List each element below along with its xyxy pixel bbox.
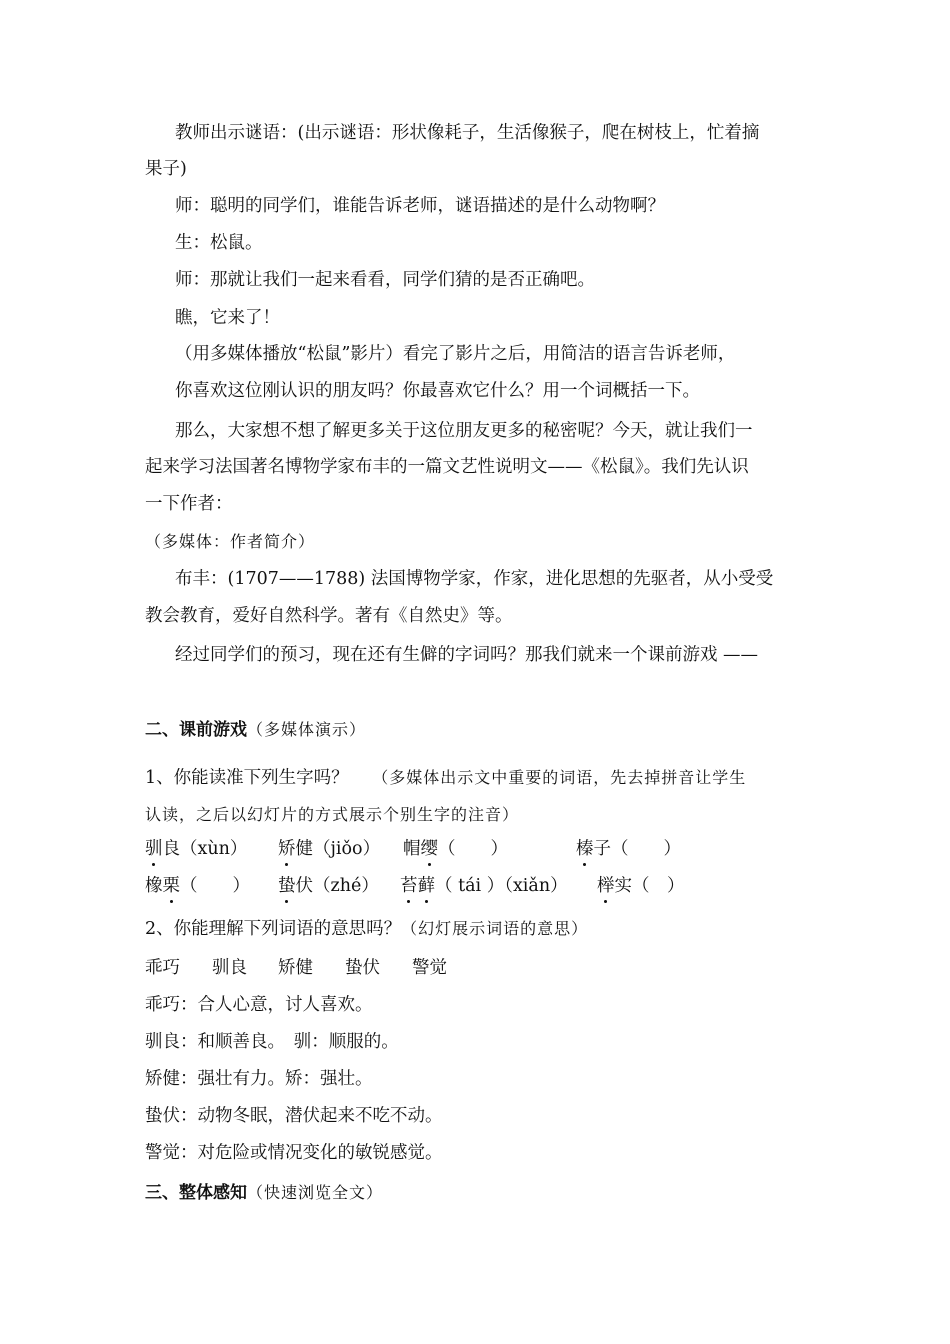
question-2-text: 2、你能理解下列词语的意思吗？: [145, 919, 402, 939]
vocab-xunliang: 驯良（xùn）: [145, 839, 248, 859]
buffon-line-2: 教会教育，爱好自然科学。著有《自然史》等。: [145, 606, 513, 626]
learn-line-3: 一下作者：: [145, 494, 233, 514]
riddle-line-1: 教师出示谜语：(出示谜语：形状像耗子，生活像猴子，爬在树枝上，忙着摘: [175, 123, 760, 143]
teacher-lookup: 师：那就让我们一起来看看，同学们猜的是否正确吧。: [175, 270, 595, 290]
vocab-jushi: 榉实（ ）: [597, 876, 685, 896]
definition-xunliang: 驯良：和顺善良。 驯：顺服的。: [145, 1032, 399, 1052]
section-3-heading: [145, 1181, 383, 1205]
definition-guaiqiao: 乖巧：合人心意，讨人喜欢。: [145, 995, 373, 1015]
student-answer: 生：松鼠。: [175, 233, 263, 253]
preview-line: 经过同学们的预习，现在还有生僻的字词吗？那我们就来一个课前游戏 ——: [175, 645, 759, 665]
teacher-question: 师：聪明的同学们，谁能告诉老师，谜语描述的是什么动物啊？: [175, 196, 665, 216]
learn-line-2: 起来学习法国著名博物学家布丰的一篇文艺性说明文——《松鼠》。我们先认识: [145, 457, 749, 477]
definition-zhefu: 蛰伏：动物冬眠，潜伏起来不吃不动。: [145, 1106, 443, 1126]
vocab-zhenzi: 榛子（ ）: [576, 839, 681, 859]
look-line: 瞧，它来了！: [175, 308, 280, 328]
video-line: （用多媒体播放“松鼠”影片）看完了影片之后，用简洁的语言告诉老师，: [175, 344, 736, 364]
section-3-title: 三、整体感知: [145, 1183, 247, 1203]
question-1-text: 1、你能读准下列生字吗？: [145, 768, 349, 788]
word-item: 警觉: [412, 958, 447, 978]
like-line: 你喜欢这位刚认识的朋友吗？你最喜欢它什么？用一个词概括一下。: [175, 381, 700, 401]
vocab-taixian: 苔藓（ tái ）（xiǎn）: [400, 876, 568, 896]
section-2-heading: [145, 718, 366, 742]
question-1-note: （多媒体出示文中重要的词语，先去掉拼音让学生: [372, 768, 747, 787]
definition-jingjue: 警觉：对危险或情况变化的敏锐感觉。: [145, 1143, 443, 1163]
riddle-line-2: 果子): [145, 159, 187, 179]
author-note: （多媒体：作者简介）: [145, 532, 316, 551]
definition-jiaojian: 矫健：强壮有力。矫：强壮。: [145, 1069, 373, 1089]
word-item: 蛰伏: [345, 958, 380, 978]
vocab-jiaojian: 矫健（jiǒo）: [278, 839, 381, 859]
section-2-note: （多媒体演示）: [247, 720, 367, 739]
section-2-title: 二、课前游戏: [145, 720, 247, 740]
question-1-line: [145, 766, 746, 790]
word-item: 乖巧: [145, 958, 180, 978]
learn-line-1: 那么，大家想不想了解更多关于这位朋友更多的秘密呢？今天，就让我们一: [175, 421, 753, 441]
vocab-zhefu: 蛰伏（zhé）: [278, 876, 379, 896]
question-2-line: [145, 917, 588, 941]
section-3-note: （快速浏览全文）: [247, 1183, 384, 1202]
word-item: 驯良: [212, 958, 247, 978]
vocab-xiangli: 橡栗（ ）: [145, 876, 250, 896]
buffon-line-1: 布丰：(1707——1788) 法国博物学家，作家，进化思想的先驱者，从小受受: [175, 569, 774, 589]
word-item: 矫健: [278, 958, 313, 978]
vocab-maoying: 帽缨（ ）: [403, 839, 508, 859]
question-2-note: （幻灯展示词语的意思）: [401, 919, 589, 938]
question-1-note-cont: 认读，之后以幻灯片的方式展示个别生字的注音）: [145, 805, 520, 824]
